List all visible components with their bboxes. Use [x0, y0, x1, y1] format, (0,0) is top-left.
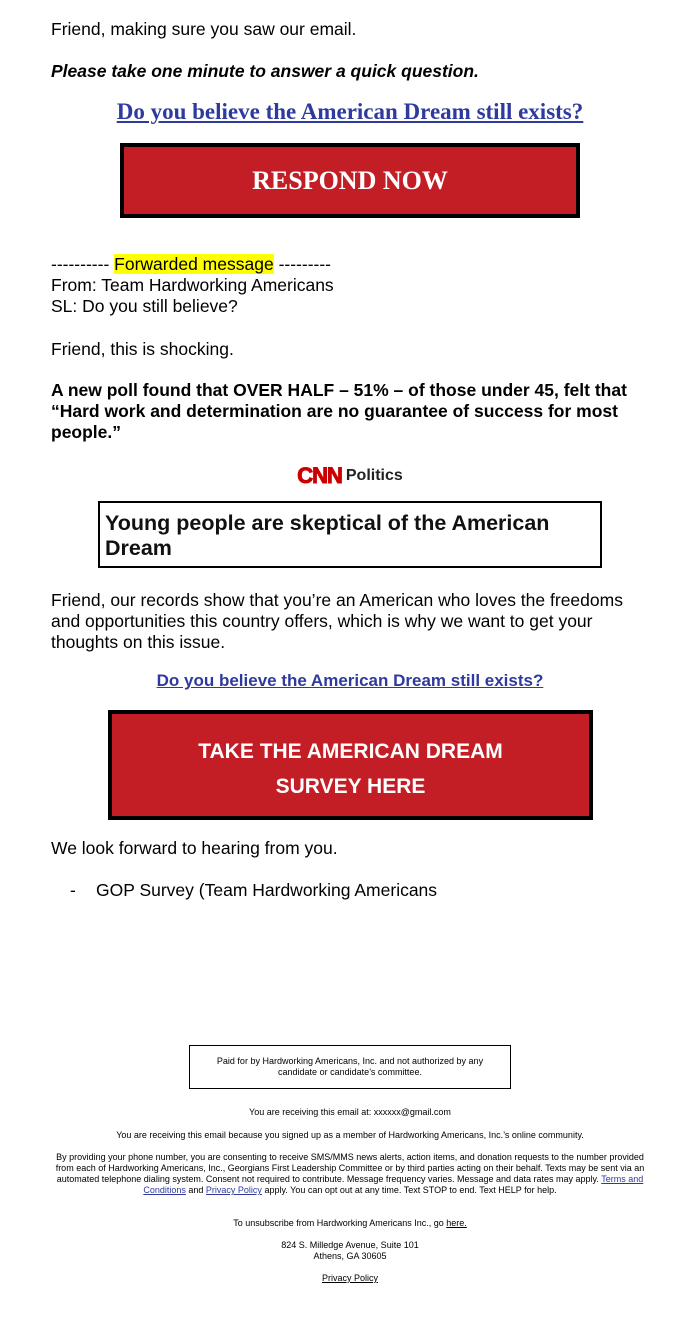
respond-now-button[interactable]: RESPOND NOW — [120, 143, 580, 218]
forwarded-header — [51, 254, 331, 275]
records-text: Friend, our records show that you’re an American who loves the freedoms and opportunities this country offers, which is why we want to get your thoughts on this issue. — [51, 590, 623, 652]
receiving-email-text: You are receiving this email at: xxxxxx@gmail.com — [249, 1107, 451, 1117]
forward-dashes-right: --------- — [278, 254, 332, 274]
survey-button-line2: SURVEY HERE — [275, 775, 426, 798]
forwarded-label: Forwarded message — [114, 254, 274, 274]
take-survey-button[interactable] — [108, 710, 593, 820]
cnn-politics-logo — [0, 463, 700, 489]
privacy-link-inline[interactable]: Privacy Policy — [205, 1185, 262, 1195]
second-survey-link[interactable]: Do you believe the American Dream still exists? — [156, 671, 544, 690]
privacy-policy-link[interactable]: Privacy Policy — [321, 1273, 378, 1283]
signature-text: GOP Survey (Team Hardworking Americans — [96, 880, 438, 900]
terms-link[interactable]: Terms and Conditions — [143, 1174, 644, 1195]
signature-bullet: - — [70, 880, 76, 900]
unsubscribe-label: To unsubscribe from Hardworking Americans Inc., go — [233, 1218, 444, 1228]
sms-consent-part2: apply. You can opt out at any time. Text STOP to end. Text HELP for help. — [264, 1185, 557, 1195]
poll-text: A new poll found that OVER HALF – 51% – of those under 45, felt that “Hard work and determination are no guarantee of success for most people.” — [51, 380, 627, 442]
survey-button-line1: TAKE THE AMERICAN DREAM — [198, 740, 503, 763]
cnn-logo-text: Politics — [345, 467, 403, 484]
forward-from: From: Team Hardworking Americans — [51, 275, 334, 295]
cnn-logo-mark: CNN — [297, 463, 342, 488]
headline-survey-link[interactable]: Do you believe the American Dream still exists? — [116, 99, 584, 124]
paid-for-disclaimer: Paid for by Hardworking Americans, Inc. and not authorized by any candidate or candidate’s committee. — [189, 1045, 511, 1089]
membership-text: You are receiving this email because you signed up as a member of Hardworking Americans, Inc.’s online community. — [116, 1130, 584, 1140]
forward-subject: SL: Do you still believe? — [51, 296, 238, 316]
sms-consent-text — [52, 1152, 648, 1196]
unsubscribe-link[interactable]: here. — [446, 1218, 467, 1228]
address-line1: 824 S. Milledge Avenue, Suite 101 — [281, 1240, 419, 1250]
sms-consent-part1: By providing your phone number, you are consenting to receive SMS/MMS news alerts, action items, and donation requests to the number provided from each of Hardworking Americans, Inc., Georgians First Leadership Committee or by third parties acting on their behalf. Texts may be sent via an automated telephone dialing system. Consent not required to contribute. Message frequency varies. Message and data rates may apply. — [55, 1152, 645, 1184]
cnn-headline-box: Young people are skeptical of the American Dream — [98, 501, 602, 568]
address-line2: Athens, GA 30605 — [313, 1251, 387, 1261]
and-text: and — [188, 1185, 204, 1195]
shocking-text: Friend, this is shocking. — [51, 339, 234, 359]
greeting-text: Friend, making sure you saw our email. — [51, 19, 357, 39]
closing-text: We look forward to hearing from you. — [51, 838, 338, 858]
unsubscribe-text — [0, 1218, 700, 1229]
ask-text: Please take one minute to answer a quick question. — [51, 61, 479, 81]
forward-dashes-left: ---------- — [51, 254, 110, 274]
address — [0, 1240, 700, 1262]
